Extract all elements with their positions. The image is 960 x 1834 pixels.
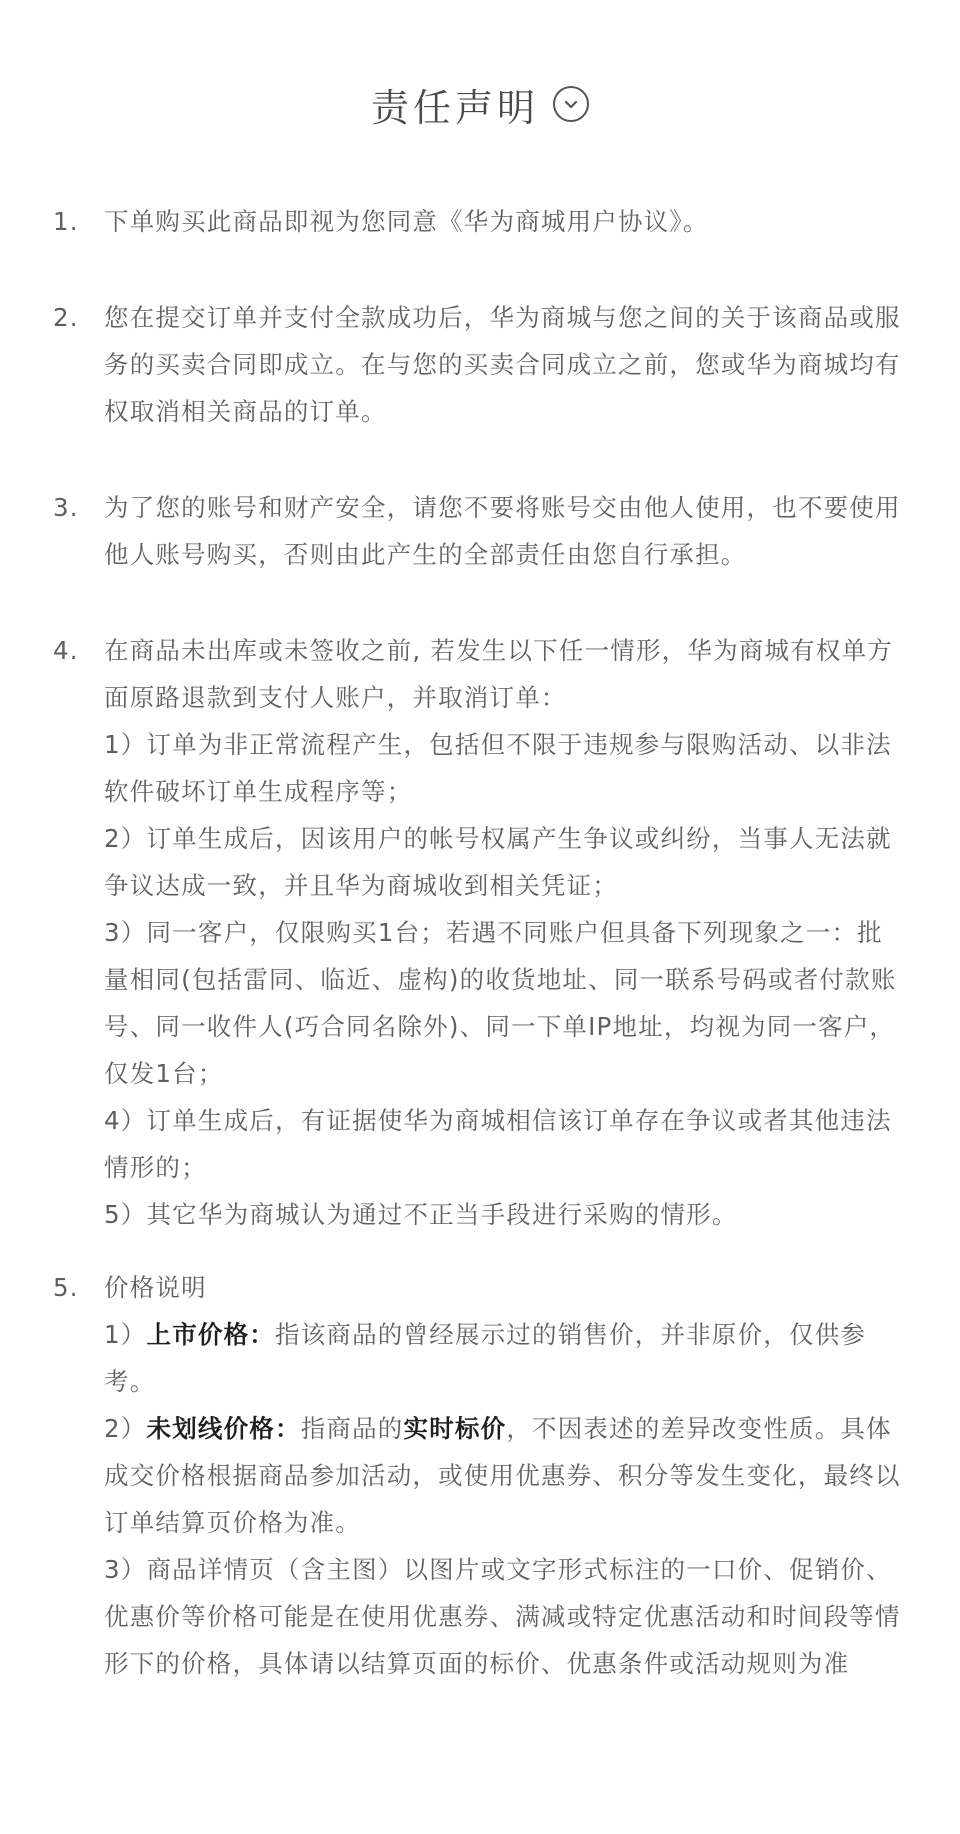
sub-item-prefix: 1） <box>104 1320 147 1349</box>
list-item <box>0 198 960 245</box>
item-text: 下单购买此商品即视为您同意《华为商城用户协议》。 <box>104 207 709 236</box>
sub-item: 5）其它华为商城认为通过不正当手段进行采购的情形。 <box>104 1200 738 1229</box>
item-number: 1. <box>53 207 79 236</box>
chevron-down-icon[interactable] <box>553 86 589 122</box>
item-number: 5. <box>53 1273 79 1302</box>
list-item <box>0 484 960 578</box>
sub-item: 4）订单生成后，有证据使华为商城相信该订单存在争议或者其他违法情形的； <box>104 1106 892 1182</box>
sub-item-prefix: 2） <box>104 1414 147 1443</box>
term-listing-price: 上市价格： <box>146 1320 275 1349</box>
item-number: 2. <box>53 303 79 332</box>
list-item <box>0 1264 960 1687</box>
term-realtime-price: 实时标价 <box>403 1414 507 1443</box>
item-intro: 价格说明 <box>104 1273 207 1302</box>
sub-item: 3）商品详情页（含主图）以图片或文字形式标注的一口价、促销价、优惠价等价格可能是在使用优惠券、满减或特定优惠活动和时间段等情形下的价格，具体请以结算页面的标价、优惠条件或活动规则为准 <box>104 1555 901 1678</box>
list-item <box>0 627 960 1238</box>
sub-item-text: 指该商品的曾经展示过的销售价，并非原价，仅供参考。 <box>104 1320 867 1396</box>
item-number: 4. <box>53 636 79 665</box>
sub-item-unstruck-price <box>104 1405 902 1546</box>
header <box>0 76 960 132</box>
item-text: 您在提交订单并支付全款成功后，华为商城与您之间的关于该商品或服务的买卖合同即成立。在与您的买卖合同成立之前，您或华为商城均有权取消相关商品的订单。 <box>104 303 901 426</box>
sub-item-text: ，不因表述的差异改变性质。具体成交价格根据商品参加活动，或使用优惠券、积分等发生变化，最终以订单结算页价格为准。 <box>104 1414 901 1537</box>
page-title: 责任声明 <box>370 85 539 130</box>
item-text: 为了您的账号和财产安全，请您不要将账号交由他人使用，也不要使用他人账号购买，否则由此产生的全部责任由您自行承担。 <box>104 493 901 569</box>
list-item <box>0 294 960 435</box>
disclaimer-list <box>0 198 960 1687</box>
sub-item: 1）订单为非正常流程产生，包括但不限于违规参与限购活动、以非法软件破坏订单生成程序等； <box>104 730 892 806</box>
sub-item: 3）同一客户，仅限购买1台；若遇不同账户但具备下列现象之一：批量相同(包括雷同、临近、虚构)的收货地址、同一联系号码或者付款账号、同一收件人(巧合同名除外)、同一下单IP地址，均视为同一客户，仅发1台； <box>104 918 897 1088</box>
item-number: 3. <box>53 493 79 522</box>
sub-item-listing-price <box>104 1311 902 1405</box>
item-intro: 在商品未出库或未签收之前, 若发生以下任一情形，华为商城有权单方面原路退款到支付人账户，并取消订单： <box>104 636 893 712</box>
sub-item-text: 指商品的 <box>300 1414 404 1443</box>
term-unstruck-price: 未划线价格： <box>146 1414 301 1443</box>
sub-item: 2）订单生成后，因该用户的帐号权属产生争议或纠纷，当事人无法就争议达成一致，并且华为商城收到相关凭证； <box>104 824 892 900</box>
